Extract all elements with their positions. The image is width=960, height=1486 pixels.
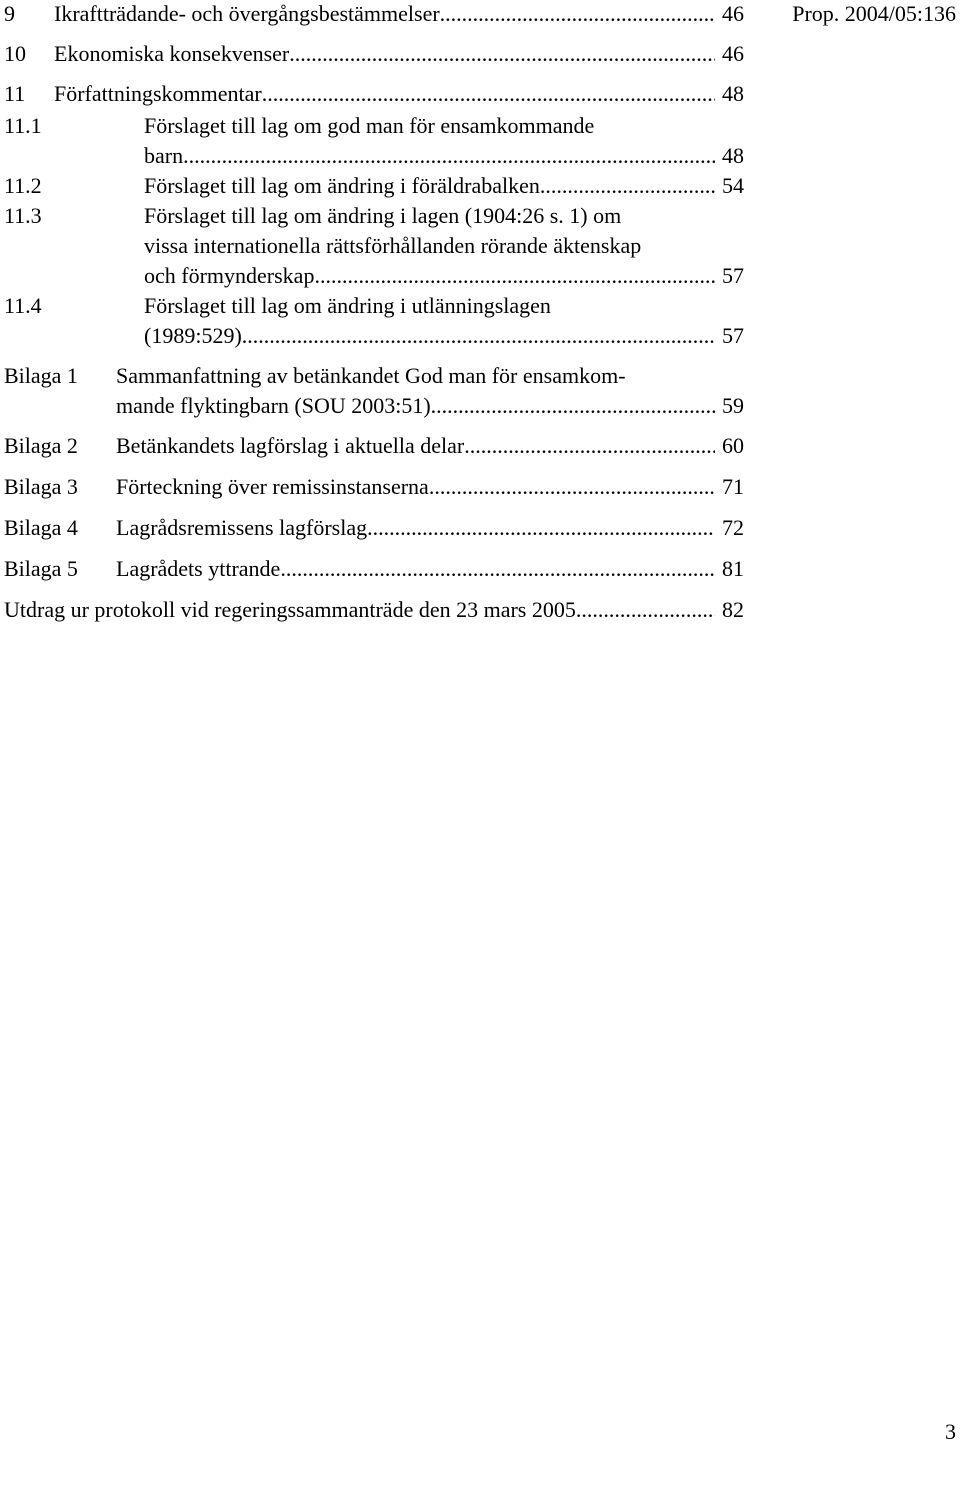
toc-number: 11.3 (4, 203, 42, 228)
toc-page-number: 46 (722, 1, 744, 26)
toc-leader-dots (576, 596, 715, 624)
toc-title: Ekonomiska konsekvenser (54, 41, 290, 66)
toc-entry-11-1[interactable] (4, 112, 744, 170)
toc-leader-dots (280, 555, 715, 583)
toc-title-line: Förslaget till lag om ändring i lagen (1904:26 s. 1) om (144, 203, 622, 228)
toc-title: Förslaget till lag om ändring i föräldrabalken (144, 173, 540, 198)
toc-entry-utdrag[interactable] (4, 596, 744, 624)
toc-title: Lagrådsremissens lagförslag (116, 515, 368, 540)
toc-leader-dots (242, 322, 715, 350)
toc-leader-dots (429, 473, 715, 501)
toc-page-number: 60 (722, 433, 744, 458)
toc-page-number: 82 (722, 597, 744, 622)
toc-number: 9 (4, 1, 15, 26)
toc-title: Lagrådets yttrande (116, 556, 281, 581)
toc-entry-10[interactable] (4, 40, 744, 68)
toc-page-number: 71 (722, 474, 744, 499)
toc-number: 11 (4, 81, 26, 106)
toc-title-last-line: och förmynderskap (144, 263, 315, 288)
toc-title-line: vissa internationella rättsförhållanden rörande äktenskap (144, 233, 642, 258)
toc-entry-9[interactable] (4, 0, 744, 28)
page-number: 3 (945, 1419, 956, 1444)
toc-title: Författningskommentar (54, 81, 262, 106)
toc-entry-bilaga-2[interactable] (4, 432, 744, 460)
toc-leader-dots (540, 172, 715, 200)
toc-leader-dots (314, 262, 715, 290)
toc-number: 10 (4, 41, 26, 66)
toc-entry-11-4[interactable] (4, 292, 744, 350)
proposition-reference: Prop. 2004/05:136 (792, 1, 956, 26)
toc-page-number: 72 (722, 515, 744, 540)
toc-title-last-line: barn. (144, 143, 189, 168)
toc-page-number: 57 (722, 323, 744, 348)
toc-title: Utdrag ur protokoll vid regeringssammanträde den 23 mars 2005 (4, 597, 576, 622)
toc-leader-dots (440, 0, 715, 28)
toc-leader-dots (189, 142, 715, 170)
toc-entry-11[interactable] (4, 80, 744, 108)
toc-number: Bilaga 2 (4, 433, 78, 458)
toc-entry-11-3[interactable] (4, 202, 744, 290)
toc-leader-dots (367, 514, 715, 542)
toc-page-number: 57 (722, 263, 744, 288)
toc-page-number: 46 (722, 41, 744, 66)
toc-number: Bilaga 4 (4, 515, 78, 540)
toc-title: Förteckning över remissinstanserna (116, 474, 429, 499)
toc-title-line: Förslaget till lag om ändring i utlänningslagen (144, 293, 551, 318)
toc-leader-dots (262, 80, 715, 108)
toc-number: 11.2 (4, 173, 42, 198)
toc-entry-bilaga-3[interactable] (4, 473, 744, 501)
toc-page-number: 48 (722, 81, 744, 106)
toc-leader-dots (289, 40, 715, 68)
toc-page-number: 59 (722, 393, 744, 418)
toc-entry-bilaga-1[interactable] (4, 362, 744, 420)
toc-page-number: 48 (722, 143, 744, 168)
toc-leader-dots (431, 392, 715, 420)
toc-page-number: 81 (722, 556, 744, 581)
toc-number: Bilaga 1 (4, 363, 78, 388)
toc-page-number: 54 (722, 173, 744, 198)
toc-title: Betänkandets lagförslag i aktuella delar (116, 433, 465, 458)
toc-entry-11-2[interactable] (4, 172, 744, 200)
toc-number: Bilaga 5 (4, 556, 78, 581)
toc-entry-bilaga-4[interactable] (4, 514, 744, 542)
toc-leader-dots (464, 432, 715, 460)
toc-title-line: Sammanfattning av betänkandet God man för ensamkom- (116, 363, 626, 388)
toc-number: 11.4 (4, 293, 42, 318)
toc-title-line: Förslaget till lag om god man för ensamkommande (144, 113, 595, 138)
table-of-contents (4, 0, 744, 624)
toc-title: Ikraftträdande- och övergångsbestämmelser (54, 1, 440, 26)
toc-title-last-line: (1989:529) (144, 323, 242, 348)
toc-title-last-line: mande flyktingbarn (SOU 2003:51) (116, 393, 431, 418)
toc-number: 11.1 (4, 113, 42, 138)
toc-number: Bilaga 3 (4, 474, 78, 499)
toc-entry-bilaga-5[interactable] (4, 555, 744, 583)
